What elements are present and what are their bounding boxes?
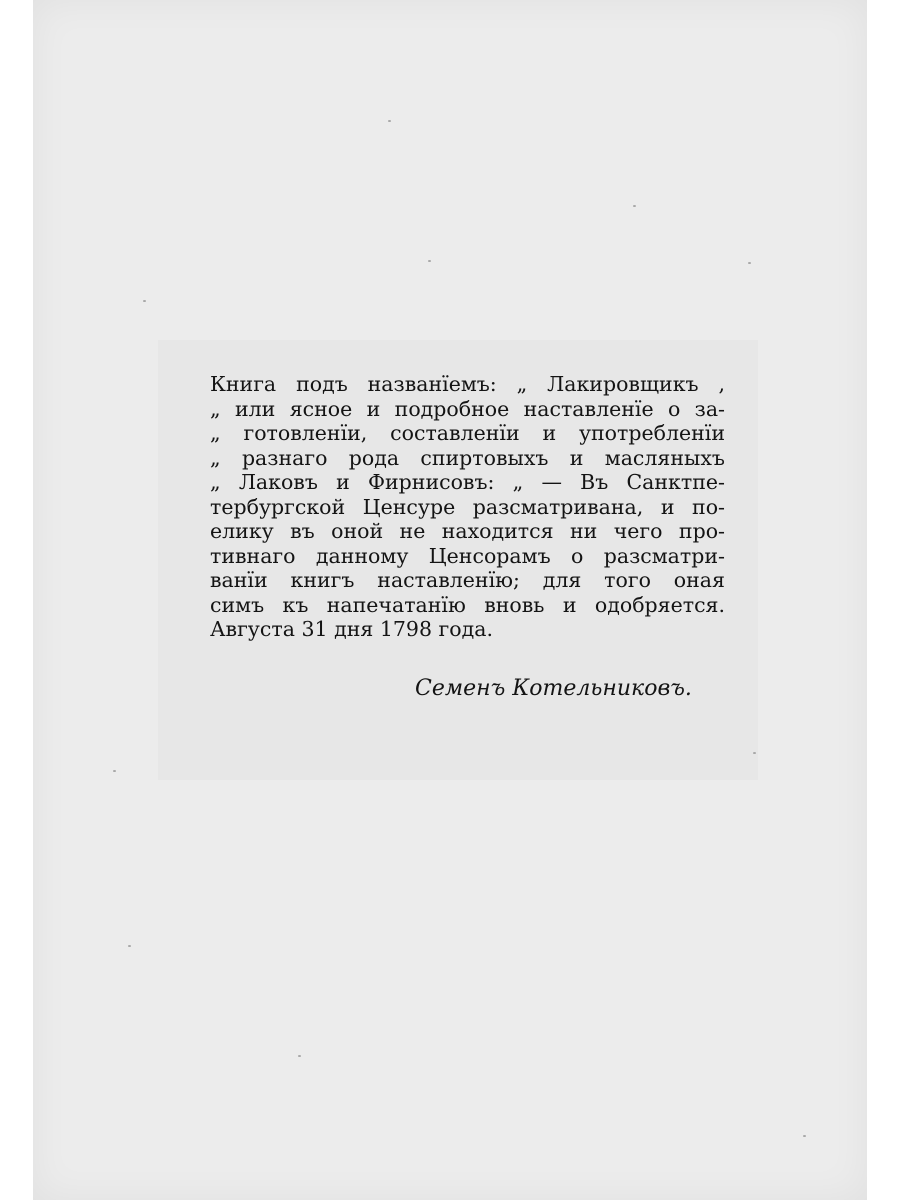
text-line bbox=[210, 397, 725, 422]
word: и bbox=[569, 445, 584, 470]
word: Ценсуре bbox=[362, 494, 456, 519]
text-line bbox=[210, 617, 725, 642]
censor-permission-text bbox=[210, 372, 725, 642]
text-line bbox=[210, 446, 725, 471]
word: „ bbox=[512, 470, 524, 494]
word: оной bbox=[331, 519, 384, 543]
word: и bbox=[366, 396, 381, 421]
word: Книга bbox=[210, 372, 277, 396]
word: Ценсорамъ bbox=[428, 543, 551, 568]
word: и bbox=[336, 470, 350, 494]
text-line bbox=[210, 421, 725, 446]
paper-speck bbox=[428, 260, 431, 262]
word: и bbox=[542, 421, 557, 445]
word: къ bbox=[282, 592, 309, 617]
word: тербургской bbox=[210, 494, 346, 519]
word: Лаковъ bbox=[238, 470, 318, 494]
word: масляныхъ bbox=[604, 445, 725, 470]
word: готовленїи, bbox=[243, 421, 368, 445]
word: года. bbox=[438, 617, 493, 641]
word: Фирнисовъ: bbox=[367, 470, 495, 494]
text-line bbox=[210, 593, 725, 618]
text-line bbox=[210, 372, 725, 397]
word: „ bbox=[210, 445, 221, 470]
word: вновь bbox=[484, 592, 545, 617]
word: одобряется. bbox=[594, 592, 725, 617]
word: находится bbox=[441, 519, 554, 543]
word: разсматри- bbox=[603, 543, 725, 568]
word: разнаго bbox=[241, 445, 328, 470]
word: подробное bbox=[394, 396, 510, 421]
word: „ bbox=[210, 396, 221, 421]
text-line bbox=[210, 544, 725, 569]
word: и bbox=[660, 494, 675, 519]
word: или bbox=[234, 396, 276, 421]
word: „ bbox=[210, 421, 221, 445]
word: употребленїи bbox=[578, 421, 725, 445]
word: составленїи bbox=[390, 421, 520, 445]
word: Августа bbox=[210, 617, 295, 641]
word: „ bbox=[210, 470, 221, 494]
paper-speck bbox=[803, 1135, 806, 1137]
paper-speck bbox=[143, 300, 146, 302]
word: елику bbox=[210, 519, 274, 543]
word: — bbox=[541, 470, 562, 494]
paper-speck bbox=[633, 205, 636, 207]
word: не bbox=[399, 519, 426, 543]
word: и bbox=[562, 592, 577, 617]
word: въ bbox=[290, 519, 315, 543]
word: Санктпе- bbox=[626, 470, 725, 494]
word: данному bbox=[315, 543, 409, 568]
text-line bbox=[210, 495, 725, 520]
word: дня bbox=[334, 617, 374, 641]
word: книгъ bbox=[290, 568, 355, 592]
word: разсматривана, bbox=[472, 494, 644, 519]
paper-speck bbox=[128, 945, 131, 947]
word: о bbox=[667, 396, 681, 421]
word: ванїи bbox=[210, 568, 268, 592]
word: , bbox=[718, 372, 725, 396]
word: „ bbox=[516, 372, 528, 396]
word: о bbox=[571, 543, 584, 568]
word: спиртовыхъ bbox=[420, 445, 549, 470]
paper-speck bbox=[753, 752, 756, 754]
word: напечатанїю bbox=[326, 592, 466, 617]
paper-speck bbox=[748, 262, 751, 264]
word: Лакировщикъ bbox=[547, 372, 699, 396]
word: тивнаго bbox=[210, 543, 296, 568]
word: ни bbox=[569, 519, 598, 543]
word: про- bbox=[678, 519, 725, 543]
word: рода bbox=[348, 445, 400, 470]
word: 31 bbox=[301, 617, 328, 641]
word: наставленїю; bbox=[377, 568, 520, 592]
word: оная bbox=[673, 568, 725, 592]
word: симъ bbox=[210, 592, 265, 617]
paper-speck bbox=[388, 120, 391, 122]
word: наставленїе bbox=[523, 396, 654, 421]
text-line bbox=[210, 470, 725, 495]
censor-signature: Семенъ Котельниковъ. bbox=[415, 676, 692, 701]
word: чего bbox=[613, 519, 663, 543]
word: ясное bbox=[289, 396, 353, 421]
word: за- bbox=[694, 396, 725, 421]
word: того bbox=[604, 568, 651, 592]
word: для bbox=[542, 568, 582, 592]
word: названїемъ: bbox=[367, 372, 497, 396]
word: 1798 bbox=[379, 617, 432, 641]
text-line bbox=[210, 519, 725, 544]
word: по- bbox=[692, 494, 725, 519]
word: подъ bbox=[296, 372, 348, 396]
paper-speck bbox=[113, 770, 116, 772]
word: Въ bbox=[580, 470, 609, 494]
text-line bbox=[210, 568, 725, 593]
paper-speck bbox=[298, 1055, 301, 1057]
